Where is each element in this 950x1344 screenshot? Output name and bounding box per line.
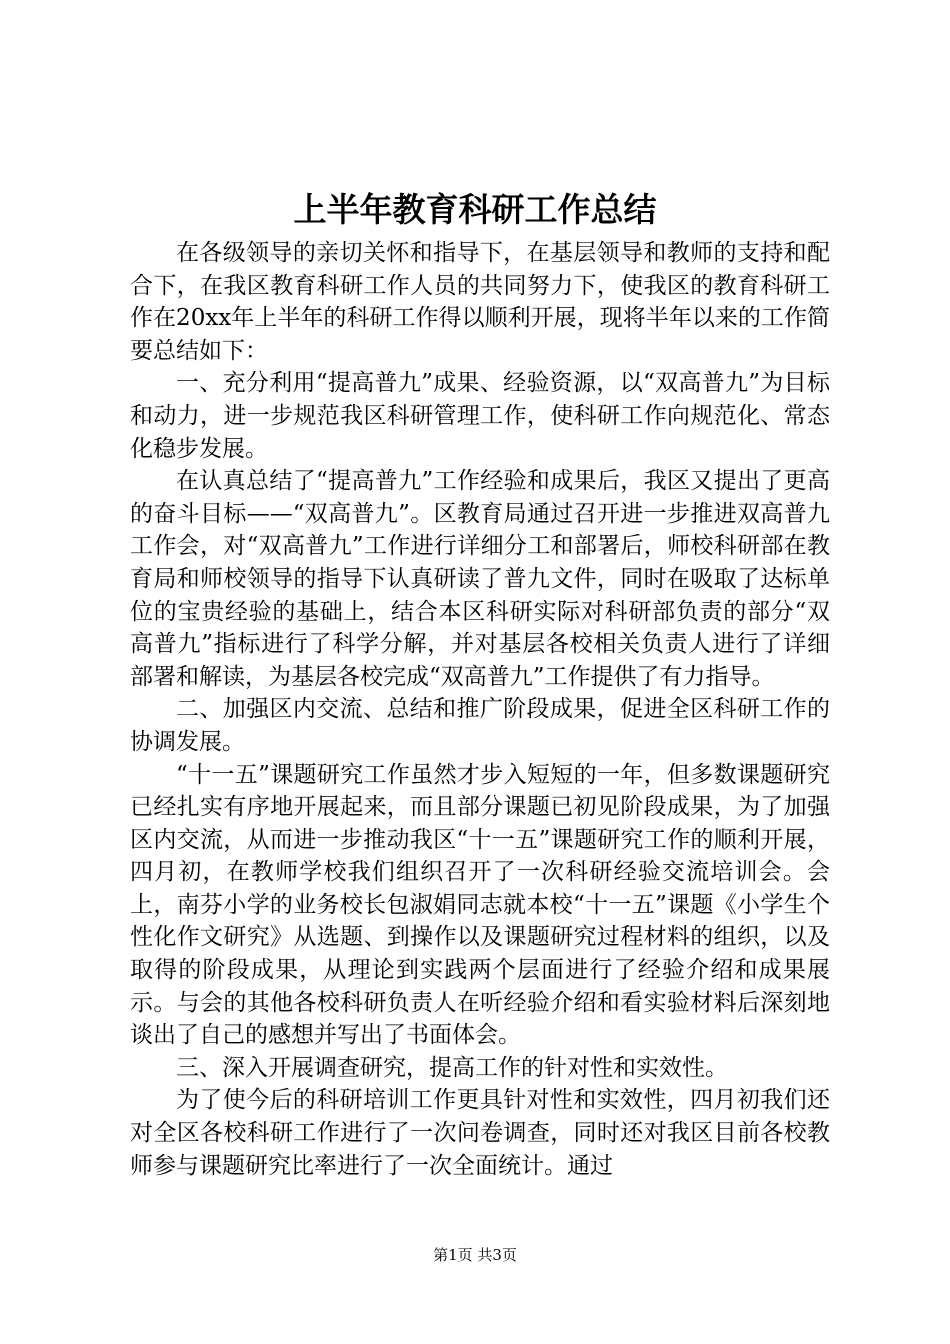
document-body: [130, 237, 830, 1182]
paragraph-intro: 在各级领导的亲切关怀和指导下，在基层领导和教师的支持和配合下，在我区教育科研工作人员的共同努力下，使我区的教育科研工作在20xx年上半年的科研工作得以顺利开展，现将半年以来的工作简要总结如下：: [130, 240, 830, 364]
paragraph-section-2-heading: 二、加强区内交流、总结和推广阶段成果，促进全区科研工作的协调发展。: [130, 696, 830, 755]
paragraph-section-1-heading: 一、充分利用“提高普九”成果、经验资源，以“双高普九”为目标和动力，进一步规范我区科研管理工作，使科研工作向规范化、常态化稳步发展。: [130, 370, 830, 462]
document-title: 上半年教育科研工作总结: [293, 190, 657, 229]
paragraph-section-2-body: “十一五”课题研究工作虽然才步入短短的一年，但多数课题研究已经扎实有序地开展起来，而且部分课题已初见阶段成果，为了加强区内交流，从而进一步推动我区“十一五”课题研究工作的顺利开展，四月初，在教师学校我们组织召开了一次科研经验交流培训会。会上，南芬小学的业务校长包淑娟同志就本校“十一五”课题《小学生个性化作文研究》从选题、到操作以及课题研究过程材料的组织，以及取得的阶段成果，从理论到实践两个层面进行了经验介绍和成果展示。与会的其他各校科研负责人在听经验介绍和看实验材料后深刻地谈出了自己的感想并写出了书面体会。: [130, 761, 830, 1049]
paragraph-section-1-body: 在认真总结了“提高普九”工作经验和成果后，我区又提出了更高的奋斗目标——“双高普九”。区教育局通过召开进一步推进双高普九工作会，对“双高普九”工作进行详细分工和部署后，师校科研部在教育局和师校领导的指导下认真研读了普九文件，同时在吸取了达标单位的宝贵经验的基础上，结合本区科研实际对科研部负责的部分“双高普九”指标进行了科学分解，并对基层各校相关负责人进行了详细部署和解读，为基层各校完成“双高普九”工作提供了有力指导。: [130, 468, 830, 690]
paragraph-section-3-heading: 三、深入开展调查研究，提高工作的针对性和实效性。: [176, 1054, 728, 1081]
paragraph-section-3-body: 为了使今后的科研培训工作更具针对性和实效性，四月初我们还对全区各校科研工作进行了一次问卷调查，同时还对我区目前各校教师参与课题研究比率进行了一次全面统计。通过: [130, 1087, 830, 1179]
page-number: 第1页 共3页: [433, 1246, 517, 1264]
page-footer: [0, 1245, 950, 1265]
